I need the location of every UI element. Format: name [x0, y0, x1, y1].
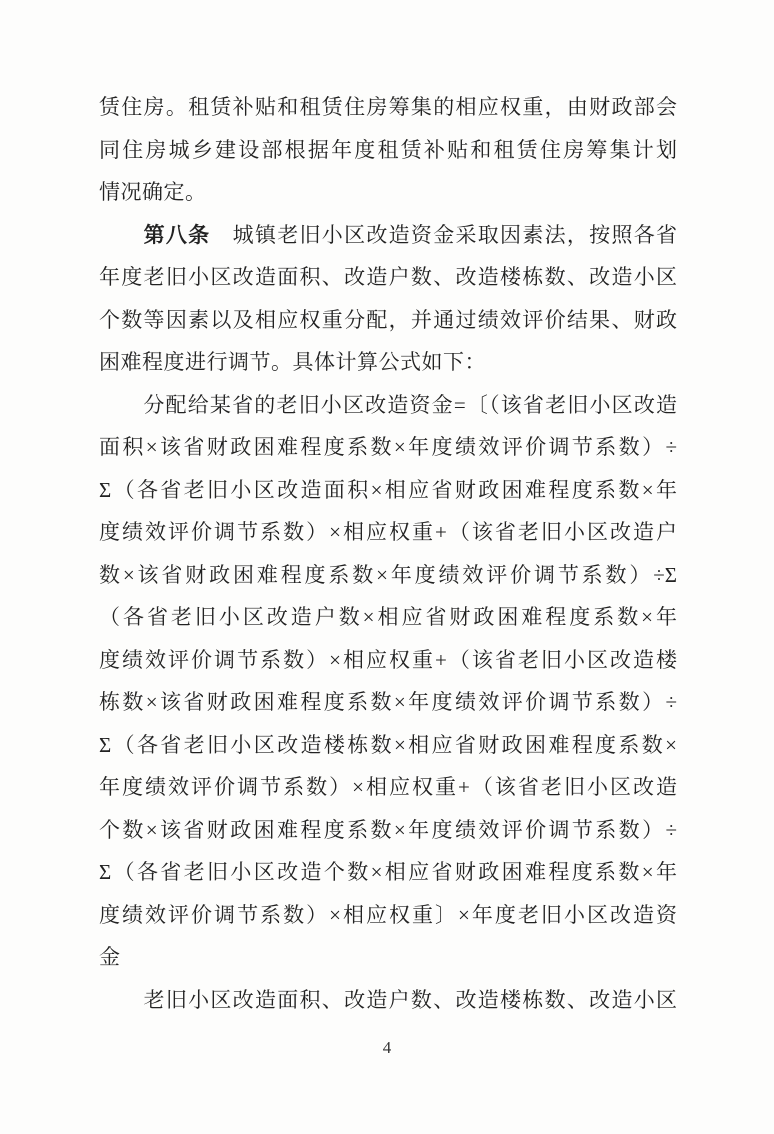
text-segment: 困难程度进行调节。具体计算公式如下：	[99, 350, 486, 374]
text-line	[99, 214, 677, 257]
document-body	[99, 86, 677, 1021]
text-segment: 同住房城乡建设部根据年度租赁补贴和租赁住房筹集计划	[99, 137, 677, 162]
text-line	[99, 979, 677, 1022]
text-segment: 情况确定。	[99, 180, 207, 204]
page-number: 4	[382, 1038, 392, 1057]
text-line	[99, 384, 677, 427]
text-line	[99, 129, 677, 172]
text-line	[99, 469, 677, 512]
text-segment: 城镇老旧小区改造资金采取因素法，按照各省	[210, 222, 678, 247]
text-segment: 个数×该省财政困难程度系数×年度绩效评价调节系数）÷	[99, 817, 677, 842]
text-line	[99, 894, 677, 937]
text-segment: 金	[99, 945, 121, 969]
text-line	[99, 766, 677, 809]
text-segment: 老旧小区改造面积、改造户数、改造楼栋数、改造小区	[99, 987, 677, 1012]
text-segment: 分配给某省的老旧小区改造资金=〔（该省老旧小区改造	[99, 392, 677, 417]
text-segment: Σ（各省老旧小区改造个数×相应省财政困难程度系数×年	[99, 860, 677, 884]
text-line	[99, 511, 677, 554]
text-segment: 面积×该省财政困难程度系数×年度绩效评价调节系数）÷	[99, 435, 677, 459]
text-line	[99, 596, 677, 639]
text-segment: 个数等因素以及相应权重分配，并通过绩效评价结果、财政	[99, 307, 677, 332]
text-segment: 数×该省财政困难程度系数×年度绩效评价调节系数）÷Σ	[99, 562, 677, 587]
text-segment: 度绩效评价调节系数）×相应权重+（该省老旧小区改造楼	[99, 647, 677, 672]
text-segment: 赁住房。租赁补贴和租赁住房筹集的相应权重，由财政部会	[99, 95, 677, 119]
text-segment: （各省老旧小区改造户数×相应省财政困难程度系数×年	[99, 605, 677, 629]
text-line	[99, 86, 677, 129]
text-segment: 栋数×该省财政困难程度系数×年度绩效评价调节系数）÷	[99, 690, 677, 714]
text-line	[99, 681, 677, 724]
text-segment: 度绩效评价调节系数）×相应权重〕×年度老旧小区改造资	[99, 902, 677, 927]
text-line	[99, 639, 677, 682]
text-line	[99, 171, 677, 214]
text-segment: Σ（各省老旧小区改造楼栋数×相应省财政困难程度系数×	[99, 732, 677, 757]
text-segment: Σ（各省老旧小区改造面积×相应省财政困难程度系数×年	[99, 477, 677, 502]
text-segment-bold: 第八条	[143, 222, 211, 247]
text-line	[99, 851, 677, 894]
text-segment: 年度老旧小区改造面积、改造户数、改造楼栋数、改造小区	[99, 265, 677, 289]
text-line	[99, 341, 677, 384]
text-line	[99, 426, 677, 469]
text-line	[99, 809, 677, 852]
text-line	[99, 724, 677, 767]
text-line	[99, 299, 677, 342]
text-line	[99, 936, 677, 979]
text-line	[99, 256, 677, 299]
text-segment	[99, 223, 144, 247]
text-segment: 度绩效评价调节系数）×相应权重+（该省老旧小区改造户	[99, 520, 677, 544]
text-segment: 年度绩效评价调节系数）×相应权重+（该省老旧小区改造	[99, 775, 677, 799]
text-line	[99, 554, 677, 597]
